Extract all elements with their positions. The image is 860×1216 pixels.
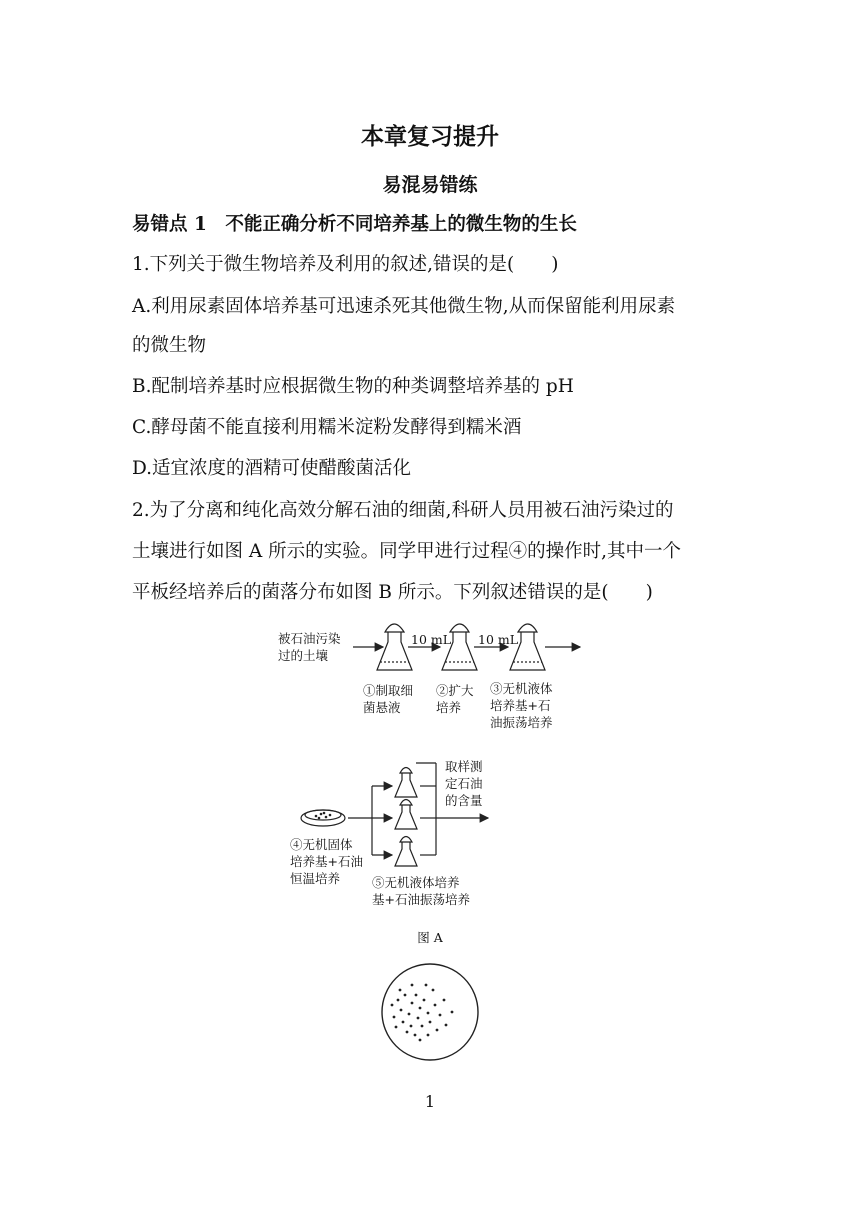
question-1-stem: 1.下列关于微生物培养及利用的叙述,错误的是( ) xyxy=(132,254,559,275)
colony-dot xyxy=(419,1007,422,1010)
colony-dot xyxy=(436,1029,439,1032)
flask-5b-icon xyxy=(395,800,417,830)
question-1-option-b: B.配制培养基时应根据微生物的种类调整培养基的 pH xyxy=(132,376,574,397)
figA-step-1: ①制取细 菌悬液 xyxy=(363,683,414,715)
colony-dot xyxy=(408,1013,411,1016)
question-2-line-3: 平板经培养后的菌落分布如图 B 所示。下列叙述错误的是( ) xyxy=(132,582,653,603)
colony-dot xyxy=(445,1024,448,1027)
colony-dot xyxy=(427,1034,430,1037)
colony-dot xyxy=(417,1017,420,1020)
question-1-option-a: A.利用尿素固体培养基可迅速杀死其他微生物,从而保留能利用尿素 xyxy=(132,296,676,317)
colony-dot xyxy=(421,1025,424,1028)
section-subtitle: 易混易错练 xyxy=(382,174,478,196)
colony-dot xyxy=(406,1031,409,1034)
colony-dot xyxy=(415,994,418,997)
colony-dot xyxy=(439,1014,442,1017)
colony-dot xyxy=(402,1021,405,1024)
colony-dot xyxy=(393,1016,396,1019)
colony-dot xyxy=(395,1026,398,1029)
figA-step-5: ⑤无机液体培养 基+石油振荡培养 xyxy=(372,875,470,907)
colony-dot xyxy=(432,989,435,992)
question-1-option-a-cont: 的微生物 xyxy=(132,335,207,356)
figA-source-label: 被石油污染 过的土壤 xyxy=(278,631,341,663)
error-point-heading: 易错点 1 不能正确分析不同培养基上的微生物的生长 xyxy=(132,214,577,235)
question-1-option-d: D.适宜浓度的酒精可使醋酸菌活化 xyxy=(132,458,412,479)
question-2-line-2: 土壤进行如图 A 所示的实验。同学甲进行过程④的操作时,其中一个 xyxy=(132,541,682,562)
colony-dot xyxy=(423,999,426,1002)
colony-dot xyxy=(451,1011,454,1014)
colony-dot xyxy=(410,1025,413,1028)
colony-dot xyxy=(425,984,428,987)
colony-dot xyxy=(434,1004,437,1007)
colony-dot xyxy=(400,1009,403,1012)
figA-transfer-1: 10 mL xyxy=(411,632,452,647)
figA-step-4: ④无机固体 培养基+石油 恒温培养 xyxy=(290,837,363,886)
question-1-option-c: C.酵母菌不能直接利用糯米淀粉发酵得到糯米酒 xyxy=(132,417,522,438)
figA-step-2: ②扩大 培养 xyxy=(436,683,474,715)
colony-dot xyxy=(414,1034,417,1037)
figure-b-colonies xyxy=(391,984,454,1042)
figure-b-plate xyxy=(382,964,478,1060)
figA-transfer-2: 10 mL xyxy=(478,632,519,647)
colony-dot xyxy=(404,994,407,997)
page-title: 本章复习提升 xyxy=(361,123,499,150)
figA-measure-label: 取样测 定石油 的含量 xyxy=(445,759,483,808)
colony-dot xyxy=(443,999,446,1002)
colony-dot xyxy=(397,999,400,1002)
colony-dot xyxy=(429,1021,432,1024)
question-2-line-1: 2.为了分离和纯化高效分解石油的细菌,科研人员用被石油污染过的 xyxy=(132,500,674,521)
colony-dot xyxy=(391,1004,394,1007)
colony-dot xyxy=(411,984,414,987)
flask-5a-icon xyxy=(395,768,417,798)
flask-5c-icon xyxy=(395,837,417,867)
page-number: 1 xyxy=(424,1092,436,1111)
figure-a-caption: 图 A xyxy=(417,930,443,945)
colony-dot xyxy=(427,1012,430,1015)
colony-dot xyxy=(399,989,402,992)
figA-step-3: ③无机液体 培养基+石 油振荡培养 xyxy=(490,681,553,730)
colony-dot xyxy=(419,1039,422,1042)
colony-dot xyxy=(411,1002,414,1005)
